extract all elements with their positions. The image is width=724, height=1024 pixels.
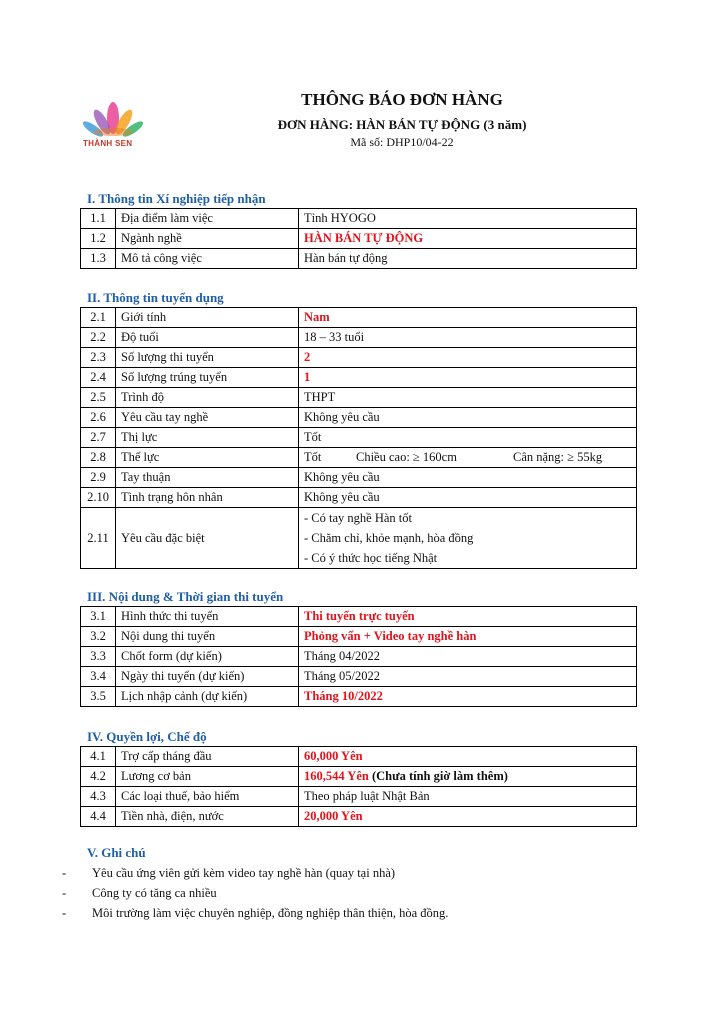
section-4-heading: IV. Quyền lợi, Chế độ <box>87 729 207 744</box>
row-value: Theo pháp luật Nhật Bản <box>299 787 637 807</box>
row-num: 2.1 <box>81 308 116 328</box>
row-value <box>299 767 637 787</box>
doc-subtitle: ĐƠN HÀNG: HÀN BÁN TỰ ĐỘNG (3 năm) <box>277 117 527 132</box>
table-row <box>81 488 637 508</box>
doc-code: Mã số: DHP10/04-22 <box>350 135 454 149</box>
row-num: 3.4 <box>81 667 116 687</box>
list-item: - Yêu cầu ứng viên gửi kèm video tay nghề hàn (quay tại nhà) <box>62 863 448 883</box>
row-label: Ngành nghề <box>116 229 299 249</box>
table-row <box>81 807 637 827</box>
row-label: Yêu cầu đặc biệt <box>116 508 299 569</box>
row-label: Trình độ <box>116 388 299 408</box>
table-row <box>81 428 637 448</box>
row-value: 18 – 33 tuổi <box>299 328 637 348</box>
row-num: 3.3 <box>81 647 116 667</box>
row-value: 20,000 Yên <box>299 807 637 827</box>
row-label: Thị lực <box>116 428 299 448</box>
doc-title: THÔNG BÁO ĐƠN HÀNG <box>301 90 503 109</box>
row-value: Không yêu cầu <box>299 468 637 488</box>
row-label: Giới tính <box>116 308 299 328</box>
row-value: THPT <box>299 388 637 408</box>
weight-requirement: Cân nặng: ≥ 55kg <box>513 450 603 464</box>
row-value: 2 <box>299 348 637 368</box>
row-label: Tình trạng hôn nhân <box>116 488 299 508</box>
salary-note: (Chưa tính giờ làm thêm) <box>371 769 508 783</box>
table-row <box>81 388 637 408</box>
row-label: Số lượng thi tuyển <box>116 348 299 368</box>
row-value: Thi tuyển trực tuyến <box>299 607 637 627</box>
row-label: Ngày thi tuyển (dự kiến) <box>116 667 299 687</box>
special-req-line: - Có tay nghề Hàn tốt <box>304 511 412 525</box>
row-label: Lịch nhập cảnh (dự kiến) <box>116 687 299 707</box>
row-value: 1 <box>299 368 637 388</box>
row-num: 2.5 <box>81 388 116 408</box>
section-2-heading: II. Thông tin tuyển dụng <box>87 290 224 305</box>
row-num: 2.9 <box>81 468 116 488</box>
section-1-table <box>80 208 637 269</box>
row-label: Địa điểm làm việc <box>116 209 299 229</box>
table-row <box>81 787 637 807</box>
row-label: Mô tả công việc <box>116 249 299 269</box>
table-row <box>81 229 637 249</box>
row-value: Tháng 05/2022 <box>299 667 637 687</box>
special-req-line: - Có ý thức học tiếng Nhật <box>304 551 438 565</box>
row-num: 3.1 <box>81 607 116 627</box>
row-label: Nội dung thi tuyển <box>116 627 299 647</box>
table-row <box>81 448 637 468</box>
table-row <box>81 767 637 787</box>
row-num: 2.4 <box>81 368 116 388</box>
section-1-heading: I. Thông tin Xí nghiệp tiếp nhận <box>87 191 266 206</box>
row-label: Yêu cầu tay nghề <box>116 408 299 428</box>
table-row <box>81 249 637 269</box>
row-value: Tháng 10/2022 <box>299 687 637 707</box>
section-4-table <box>80 746 637 827</box>
table-row <box>81 667 637 687</box>
row-label: Trợ cấp tháng đầu <box>116 747 299 767</box>
section-3-table <box>80 606 637 707</box>
note-text: Môi trường làm việc chuyên nghiệp, đồng nghiệp thân thiện, hòa đồng. <box>92 906 449 920</box>
section-2-table <box>80 307 637 569</box>
table-row <box>81 687 637 707</box>
row-value: 60,000 Yên <box>299 747 637 767</box>
section-5-heading: V. Ghi chú <box>87 845 146 860</box>
row-label: Hình thức thi tuyển <box>116 607 299 627</box>
row-num: 1.1 <box>81 209 116 229</box>
row-num: 3.2 <box>81 627 116 647</box>
row-label: Các loại thuế, bảo hiểm <box>116 787 299 807</box>
row-num: 2.10 <box>81 488 116 508</box>
special-req-line: - Chăm chỉ, khỏe mạnh, hòa đồng <box>304 531 474 545</box>
table-row <box>81 368 637 388</box>
row-label: Tiền nhà, điện, nước <box>116 807 299 827</box>
table-row <box>81 209 637 229</box>
table-row <box>81 408 637 428</box>
physique-value: Tốt <box>304 450 322 464</box>
table-row <box>81 607 637 627</box>
row-value: Hàn bán tự động <box>299 249 637 269</box>
row-label: Số lượng trúng tuyển <box>116 368 299 388</box>
note-text: Công ty có tăng ca nhiều <box>92 886 217 900</box>
row-num: 4.1 <box>81 747 116 767</box>
row-value <box>299 508 637 569</box>
table-row <box>81 468 637 488</box>
row-value: Tỉnh HYOGO <box>299 209 637 229</box>
row-value: Không yêu cầu <box>299 488 637 508</box>
logo-text: THÀNH SEN <box>83 139 133 148</box>
row-value: Tháng 04/2022 <box>299 647 637 667</box>
row-num: 2.7 <box>81 428 116 448</box>
row-num: 1.3 <box>81 249 116 269</box>
table-row <box>81 328 637 348</box>
row-value: Nam <box>299 308 637 328</box>
table-row <box>81 647 637 667</box>
notes-list <box>62 863 448 923</box>
row-value: Không yêu cầu <box>299 408 637 428</box>
row-label: Độ tuổi <box>116 328 299 348</box>
note-text: Yêu cầu ứng viên gửi kèm video tay nghề hàn (quay tại nhà) <box>92 866 396 880</box>
table-row <box>81 508 637 569</box>
row-num: 2.2 <box>81 328 116 348</box>
row-num: 2.6 <box>81 408 116 428</box>
table-row <box>81 348 637 368</box>
row-num: 4.4 <box>81 807 116 827</box>
row-label: Thể lực <box>116 448 299 468</box>
table-row <box>81 747 637 767</box>
row-num: 3.5 <box>81 687 116 707</box>
row-label: Tay thuận <box>116 468 299 488</box>
row-value: Phỏng vấn + Video tay nghề hàn <box>299 627 637 647</box>
section-3-heading: III. Nội dung & Thời gian thi tuyển <box>87 589 284 604</box>
list-item: - Môi trường làm việc chuyên nghiệp, đồng nghiệp thân thiện, hòa đồng. <box>62 903 448 923</box>
row-num: 1.2 <box>81 229 116 249</box>
row-num: 2.3 <box>81 348 116 368</box>
row-value: Tốt <box>299 428 637 448</box>
row-label: Lương cơ bản <box>116 767 299 787</box>
row-num: 4.3 <box>81 787 116 807</box>
list-item: - Công ty có tăng ca nhiều <box>62 883 448 903</box>
row-value <box>299 448 637 468</box>
row-num: 4.2 <box>81 767 116 787</box>
height-requirement: Chiều cao: ≥ 160cm <box>356 450 457 464</box>
row-num: 2.11 <box>81 508 116 569</box>
row-value: HÀN BÁN TỰ ĐỘNG <box>299 229 637 249</box>
salary-value: 160,544 Yên <box>304 769 369 783</box>
table-row <box>81 627 637 647</box>
row-num: 2.8 <box>81 448 116 468</box>
table-row <box>81 308 637 328</box>
row-label: Chốt form (dự kiến) <box>116 647 299 667</box>
